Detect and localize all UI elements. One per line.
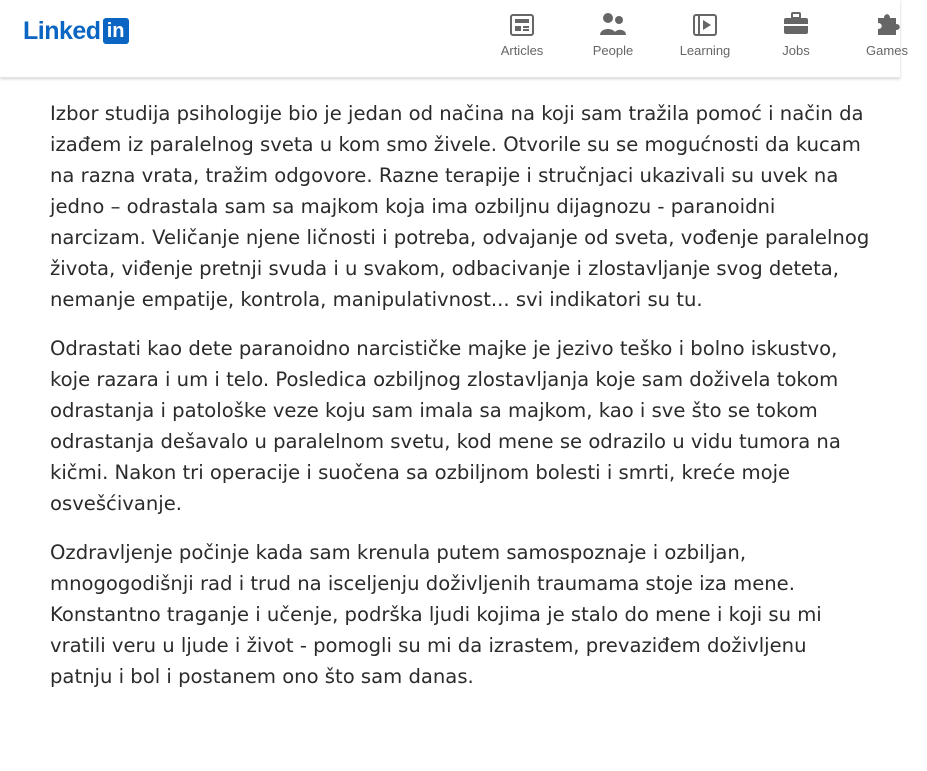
nav-links: [0, 0, 908, 78]
nav-jobs-label: Jobs: [782, 43, 810, 58]
nav-people[interactable]: [573, 10, 653, 58]
briefcase-icon: [756, 10, 836, 36]
nav-games-label: Games: [866, 43, 908, 58]
nav-jobs[interactable]: [756, 10, 836, 58]
article-paragraph: Izbor studija psihologije bio je jedan od načina na koji sam tražila pomoć i način da izađem iz paralelnog sveta u kom smo živele. Otvorile su se mogućnosti da kucam na razna vrata, tražim odgovore. Razne terapije i stručnjaci ukazivali su uvek na jedno – odrastala sam sa majkom koja ima ozbiljnu dijagnozu - paranoidni narcizam. Veličanje njene ličnosti i potreba, odvajanje od sveta, vođenje paralelnog života, viđenje pretnji svuda i u svakom, odbacivanje i zlostavljanje svog deteta, nemanje empatije, kontrola, manipulativnost... svi indikatori su tu.: [50, 102, 870, 311]
nav-learning-label: Learning: [679, 43, 731, 58]
top-nav-bar: [0, 0, 908, 78]
article-paragraph: Ozdravljenje počinje kada sam krenula putem samospoznaje i ozbiljan, mnogogodišnji rad i trud na isceljenju doživljenih traumama stoje iza mene. Konstantno traganje i učenje, podrška ljudi kojima je stalo do mene i koji su mi vratili veru u ljude i život - pomogli su mi da izrastem, prevaziđem doživljenu patnju i bol i postanem ono što sam danas.: [50, 541, 822, 688]
nav-articles-label: Articles: [500, 43, 544, 58]
article-body: [50, 98, 900, 710]
nav-learning[interactable]: [665, 10, 745, 58]
people-icon: [573, 10, 653, 36]
learning-icon: [665, 10, 745, 36]
article-paragraph: Odrastati kao dete paranoidno narcističke majke je jezivo teško i bolno iskustvo, koje razara i um i telo. Posledica ozbiljnog zlostavljanja koje sam doživela tokom odrastanja i patološke veze koju sam imala sa majkom, kao i sve što se tokom odrastanja dešavalo u paralelnom svetu, kod mene se odrazilo u vidu tumora na kičmi. Nakon tri operacije i suočena sa ozbiljnom bolesti i smrti, kreće moje osvešćivanje.: [50, 337, 841, 515]
puzzle-icon: [847, 10, 927, 36]
nav-people-label: People: [592, 43, 634, 58]
logo-in-box: in: [103, 18, 129, 44]
nav-games[interactable]: [847, 10, 927, 58]
logo-text: Linked: [23, 16, 101, 45]
articles-icon: [482, 10, 562, 36]
nav-articles[interactable]: [482, 10, 562, 58]
